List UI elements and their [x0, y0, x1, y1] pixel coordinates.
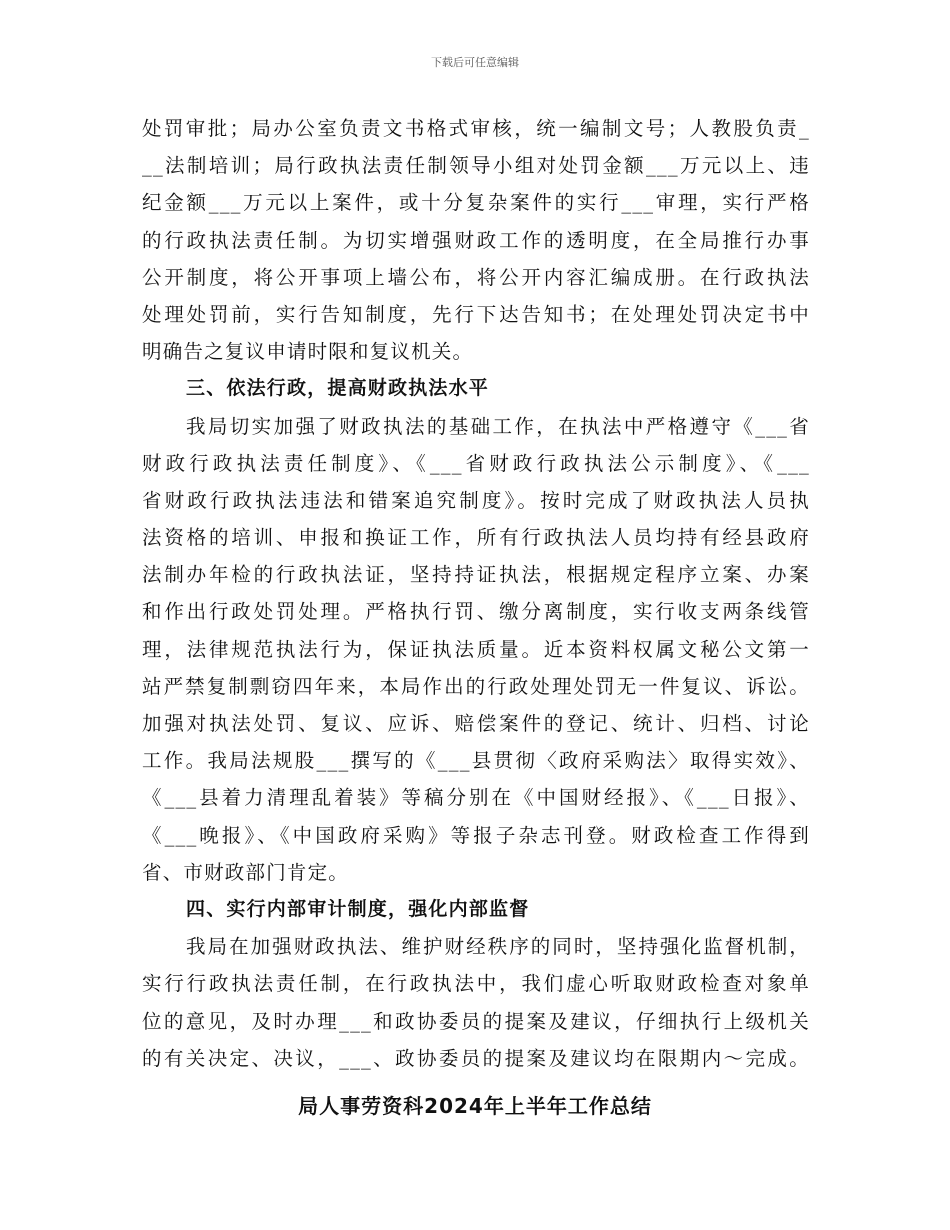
paragraph-line: 的有关决定、决议，___、政协委员的提案及建议均在限期内～完成。 — [142, 1046, 810, 1070]
paragraph-line: 我局切实加强了财政执法的基础工作，在执法中严格遵守《___省 — [186, 414, 810, 438]
paragraph-line: 财政行政执法责任制度》、《___省财政行政执法公示制度》、《___ — [142, 451, 810, 475]
paragraph-line: 理，法律规范执法行为，保证执法质量。近本资料权属文秘公文第一 — [142, 637, 810, 661]
paragraph-line: 站严禁复制剽窃四年来，本局作出的行政处理处罚无一件复议、诉讼。 — [142, 674, 810, 698]
section-heading: 四、实行内部审计制度，强化内部监督 — [186, 897, 530, 920]
document-title: 局人事劳资科2024年上半年工作总结 — [298, 1094, 652, 1118]
paragraph-line: __法制培训；局行政执法责任制领导小组对处罚金额___万元以上、违 — [142, 154, 810, 178]
document-body — [142, 110, 810, 1077]
paragraph-line: 处理处罚前，实行告知制度，先行下达告知书；在处理处罚决定书中 — [142, 302, 810, 326]
paragraph-line: 工作。我局法规股___撰写的《___县贯彻〈政府采购法〉取得实效》、 — [142, 749, 810, 773]
paragraph-line: 位的意见，及时办理___和政协委员的提案及建议，仔细执行上级机关 — [142, 1009, 810, 1033]
paragraph-line: 我局在加强财政执法、维护财经秩序的同时，坚持强化监督机制， — [186, 935, 810, 959]
paragraph-line: 《___县着力清理乱着装》等稿分别在《中国财经报》、《___日报》、 — [142, 786, 810, 810]
paragraph-line: 加强对执法处罚、复议、应诉、赔偿案件的登记、统计、归档、讨论 — [142, 712, 810, 735]
paragraph-line: 明确告之复议申请时限和复议机关。 — [142, 340, 474, 364]
header-note: 下载后可任意编辑 — [431, 56, 519, 69]
paragraph-line: 《___晚报》、《中国政府采购》等报子杂志刊登。财政检查工作得到 — [142, 823, 810, 847]
paragraph-line: 和作出行政处罚处理。严格执行罚、缴分离制度，实行收支两条线管 — [142, 600, 810, 624]
paragraph-line: 省财政行政执法违法和错案追究制度》。按时完成了财政执法人员执 — [142, 488, 810, 512]
paragraph-line: 法资格的培训、申报和换证工作，所有行政执法人员均持有经县政府 — [142, 526, 810, 550]
paragraph-line: 纪金额___万元以上案件，或十分复杂案件的实行___审理，实行严格 — [142, 191, 810, 215]
section-heading: 三、依法行政，提高财政执法水平 — [186, 377, 490, 400]
paragraph-line: 法制办年检的行政执法证，坚持持证执法，根据规定程序立案、办案 — [142, 563, 810, 587]
paragraph-line: 省、市财政部门肯定。 — [142, 860, 350, 884]
paragraph-line: 的行政执法责任制。为切实增强财政工作的透明度，在全局推行办事 — [142, 228, 810, 252]
paragraph-line: 处罚审批；局办公室负责文书格式审核，统一编制文号；人教股负责_ — [142, 117, 810, 140]
paragraph-line: 实行行政执法责任制，在行政执法中，我们虚心听取财政检查对象单 — [142, 972, 810, 996]
paragraph-line: 公开制度，将公开事项上墙公布，将公开内容汇编成册。在行政执法 — [142, 265, 810, 289]
